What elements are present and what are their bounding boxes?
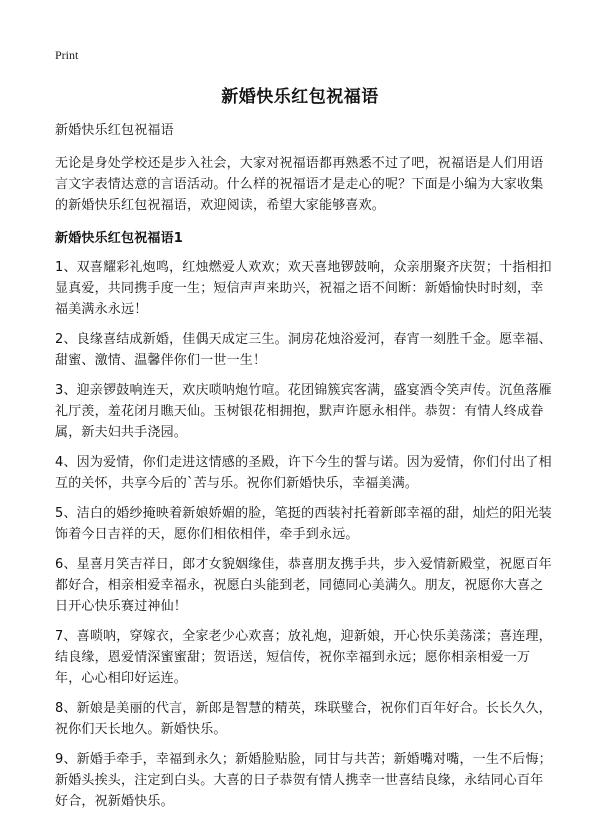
blessing-paragraph: 1、双喜耀彩礼炮鸣，红烛燃爱人欢欢；欢天喜地锣鼓响，众亲朋聚齐庆贺；十指相扣显真爱，共同携手度一生；短信声声来助兴，祝福之语不间断：新婚愉快时时刻，幸福美满永永远！ — [55, 260, 552, 317]
blessing-paragraph: 5、洁白的婚纱掩映着新娘娇媚的脸，笔挺的西装衬托着新郎幸福的甜，灿烂的阳光装饰着今日吉祥的天，愿你们相依相伴，牵手到永远。 — [55, 506, 552, 542]
article-body — [55, 120, 555, 821]
intro-paragraph: 无论是身处学校还是步入社会，大家对祝福语都再熟悉不过了吧，祝福语是人们用语言文字表情达意的言语活动。什么样的祝福语才是走心的呢？下面是小编为大家收集的新婚快乐红包祝福语，欢迎阅读，希望大家能够喜欢。 — [55, 156, 544, 213]
article-subtitle: 新婚快乐红包祝福语 — [55, 123, 174, 138]
print-link[interactable]: Print — [55, 48, 79, 62]
blessing-paragraph: 2、良缘喜结成新婚，佳偶天成定三生。洞房花烛浴爱河，春宵一刻胜千金。愿幸福、甜蜜、激情、温馨伴你们一世一生！ — [55, 332, 552, 368]
page-title: 新婚快乐红包祝福语 — [221, 87, 379, 107]
blessing-paragraph: 8、新娘是美丽的代言，新郎是智慧的精英，珠联璧合，祝你们百年好合。长长久久，祝你们天长地久。新婚快乐。 — [55, 701, 552, 737]
blessing-paragraph: 7、喜唢呐，穿嫁衣，全家老少心欢喜；放礼炮，迎新娘，开心快乐美荡漾；喜连理，结良缘，恩爱情深蜜蜜甜；贺语送，短信传，祝你幸福到永远；愿你相亲相爱一万年，心心相印好运连。 — [55, 629, 552, 686]
section-heading: 新婚快乐红包祝福语1 — [55, 231, 184, 246]
blessing-paragraph: 3、迎亲锣鼓响连天，欢庆唢呐炮竹喧。花团锦簇宾客满，盛宴酒令笑声传。沉鱼落雁礼厅羡，羞花闭月瞧天仙。玉树银花相拥抱，默声许愿永相伴。恭贺：有情人终成眷属，新夫妇共手浇园。 — [55, 383, 552, 440]
blessing-paragraph: 6、星喜月笑吉祥日，郎才女貌姻缘佳，恭喜朋友携手共，步入爱情新殿堂，祝愿百年都好合，相亲相爱幸福永，祝愿白头能到老，同德同心美满久。朋友，祝愿你大喜之日开心快乐赛过神仙！ — [55, 557, 552, 614]
blessing-paragraph: 4、因为爱情，你们走进这情感的圣殿，许下今生的誓与诺。因为爱情，你们付出了相互的关怀，共享今后的`苦与乐。祝你们新婚快乐，幸福美满。 — [55, 455, 552, 491]
blessing-paragraph: 9、新婚手牵手，幸福到永久；新婚脸贴脸，同甘与共苦；新婚嘴对嘴，一生不后悔；新婚头挨头，注定到白头。大喜的日子恭贺有情人携幸一世喜结良缘，永结同心百年好合，祝新婚快乐。 — [55, 752, 552, 809]
